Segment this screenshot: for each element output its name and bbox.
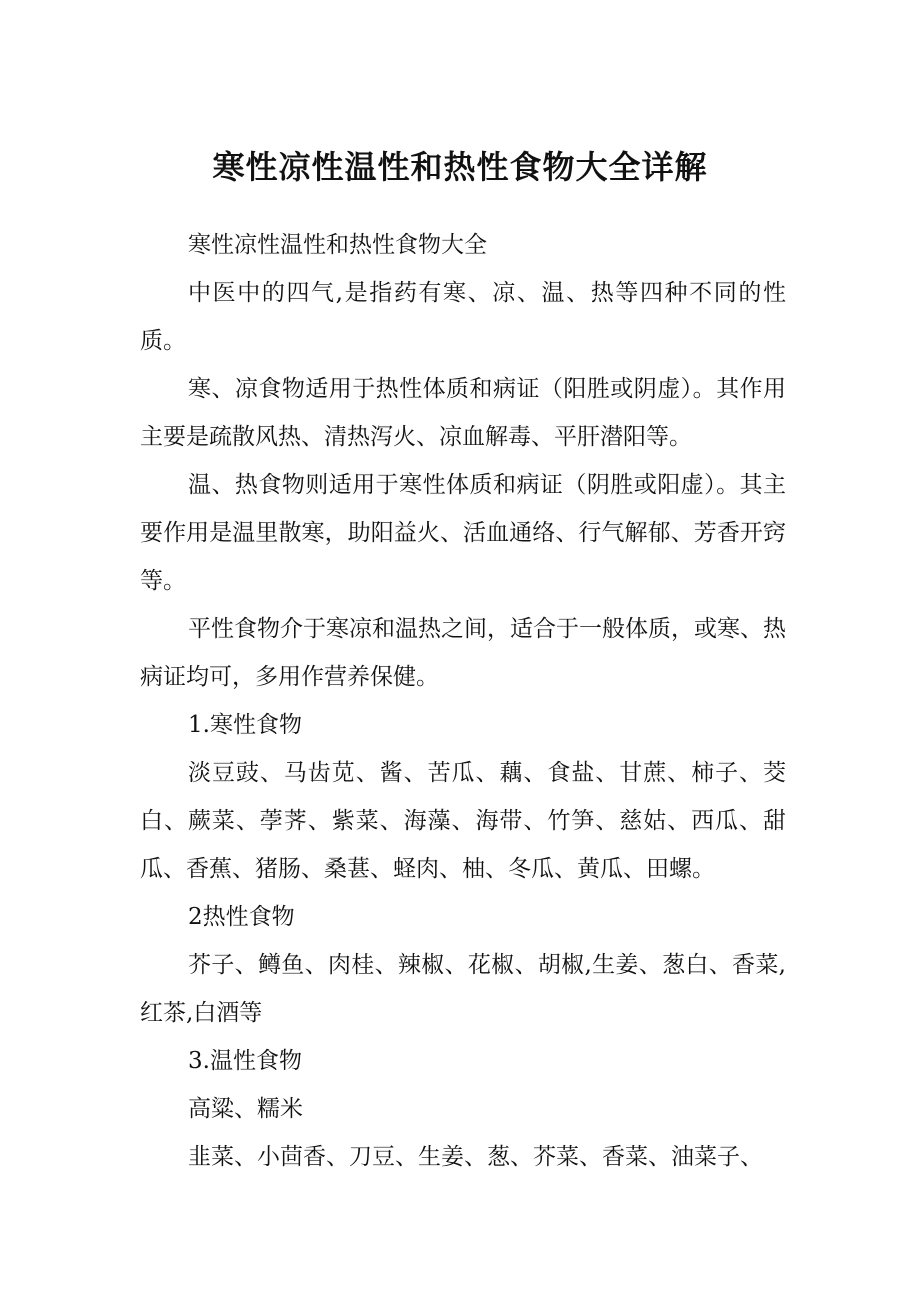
paragraph-warm-hot: 温、热食物则适用于寒性体质和病证（阴胜或阳虚）。其主要作用是温里散寒，助阳益火、活血通络、行气解郁、芳香开窍等。	[140, 472, 786, 594]
paragraph-neutral: 平性食物介于寒凉和温热之间，适合于一般体质，或寒、热病证均可，多用作营养保健。	[140, 616, 786, 690]
document-body	[140, 221, 786, 1181]
section-heading-hot-foods: 2热性食物	[188, 904, 295, 930]
section-heading-warm-foods: 3.温性食物	[188, 1048, 302, 1074]
paragraph-subtitle: 寒性凉性温性和热性食物大全	[188, 232, 487, 258]
paragraph-cold-cool: 寒、凉食物适用于热性体质和病证（阳胜或阴虚）。其作用主要是疏散风热、清热泻火、凉血解毒、平肝潜阳等。	[140, 376, 786, 450]
paragraph-cold-foods-list: 淡豆豉、马齿苋、酱、苦瓜、藕、食盐、甘蔗、柿子、茭白、蕨菜、荸荠、紫菜、海藻、海带、竹笋、慈姑、西瓜、甜瓜、香蕉、猪肠、桑葚、蛏肉、柚、冬瓜、黄瓜、田螺。	[140, 760, 786, 882]
paragraph-warm-grains: 高粱、糯米	[188, 1096, 303, 1122]
section-heading-cold-foods: 1.寒性食物	[188, 712, 302, 738]
paragraph-hot-foods-list: 芥子、鳟鱼、肉桂、辣椒、花椒、胡椒,生姜、葱白、香菜, 红茶,白酒等	[140, 952, 786, 1026]
document-title: 寒性凉性温性和热性食物大全详解	[212, 148, 708, 186]
paragraph-warm-vegetables: 韭菜、小茴香、刀豆、生姜、葱、芥菜、香菜、油菜子、	[188, 1144, 763, 1170]
paragraph-four-qi: 中医中的四气,是指药有寒、凉、温、热等四种不同的性质。	[140, 280, 786, 354]
